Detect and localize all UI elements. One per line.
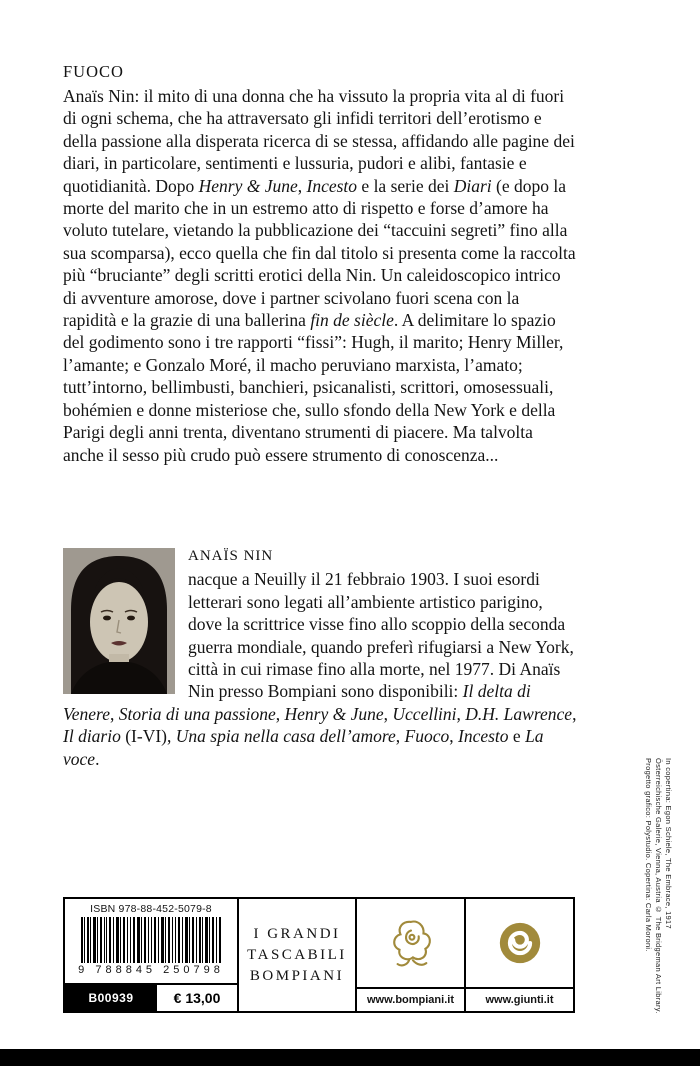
text-segment: Henry & June: [198, 175, 298, 196]
author-photo: [63, 548, 175, 694]
text-segment: ,: [109, 703, 119, 724]
series-line: TASCABILI: [247, 946, 347, 963]
isbn-label: ISBN 978-88-452-5079-8: [90, 903, 212, 915]
product-code: B00939: [65, 985, 157, 1011]
text-segment: e la serie dei: [357, 175, 454, 196]
text-segment: Storia di una passione: [118, 703, 276, 724]
series-cell: [237, 899, 355, 1011]
text-segment: (e dopo la morte del marito che in un estremo atto di rispetto e forse d’amore ha voluto tutelare, vietando la pubblicazione dei “taccuini segreti” fino alla sua scomparsa), ecco quella che fin dal titolo si presenta come la raccolta più “bruciante” degli scritti erotici della Nin. Un caleidoscopico intrico di avventure amorose, dove i partner scivolano fuori scena con la rapidità e la grazie di una ballerina: [63, 175, 576, 331]
code-price-row: [65, 983, 237, 1011]
text-segment: Il delta di Venere: [63, 681, 531, 724]
bottom-black-bar: [0, 1049, 700, 1066]
text-segment: ,: [275, 703, 285, 724]
text-segment: (I-VI),: [120, 726, 176, 747]
blurb-section: [63, 62, 577, 466]
text-segment: Anaïs Nin: il mito di una donna che ha vissuto la propria vita al di fuori di ogni schema, che ha attraversato gli infidi territori dell’erotismo e della passione alla disperata ricerca di se stessa, affidando alle pagine dei diari, in particolare, sentimenti e lussuria, pudori e alibi, fantasie e quotidianità. Dopo: [63, 86, 575, 196]
text-segment: Il diario: [63, 726, 121, 747]
text-segment: . A delimitare lo spazio del godimento sono i tre rapporti “fissi”: Hugh, il marito; Henry Miller, l’amante; e Gonzalo Moré, il macho peruviano marxista, l’amato; tutt’intorno, bellimbusti, banchieri, psicanalisti, scrittori, omosessuali, bohémien e donne misteriose che, sullo sfondo della New York e della Parigi degli anni trenta, diventano strumenti di piacere. Ma talvolta anche il sesso più crudo può essere strumento di conoscenza...: [63, 310, 564, 465]
author-portrait-illustration: [63, 548, 175, 694]
text-segment: Una spia nella casa dell’amore: [175, 726, 396, 747]
text-segment: ,: [572, 703, 577, 724]
credits-line: Österreichische Galerie, Vienna, Austria © The Bridgeman Art Library.: [654, 758, 663, 1014]
author-name: ANAÏS NIN: [188, 548, 274, 564]
bompiani-cell: [355, 899, 464, 1011]
text-segment: Uccellini: [392, 703, 457, 724]
giunti-logo-icon: [466, 899, 573, 987]
text-segment: e: [508, 726, 526, 747]
text-segment: ,: [395, 726, 405, 747]
text-segment: ,: [297, 175, 307, 196]
barcode-digits: 9 788845 250798: [78, 964, 224, 976]
footer-box: [63, 897, 575, 1013]
text-segment: Henry & June: [284, 703, 384, 724]
text-segment: ,: [449, 726, 458, 747]
giunti-cell: [464, 899, 573, 1011]
price: € 13,00: [173, 990, 221, 1006]
blurb-text: [63, 85, 577, 466]
bompiani-url: www.bompiani.it: [357, 987, 464, 1011]
credits-line: Progetto grafico: Polystudio. Copertina: Carla Moroni.: [644, 758, 653, 953]
credits-line: In copertina: Egon Schiele, The Embrace, 1917: [664, 758, 673, 930]
book-title: FUOCO: [63, 62, 124, 81]
text-segment: D.H. Lawrence: [465, 703, 573, 724]
series-line: BOMPIANI: [249, 967, 345, 984]
barcode: [81, 917, 221, 963]
text-segment: Diari: [453, 175, 492, 196]
text-segment: La voce: [63, 726, 544, 769]
bompiani-logo-icon: [357, 899, 464, 987]
author-section: [63, 545, 577, 770]
barcode-cell: [65, 899, 237, 1011]
text-segment: .: [95, 748, 100, 769]
text-segment: fin de siècle: [310, 310, 394, 331]
text-segment: Fuoco: [404, 726, 450, 747]
text-segment: ,: [383, 703, 393, 724]
text-segment: nacque a Neuilly il 21 febbraio 1903. I suoi esordi letterari sono legati all’ambiente artistico parigino, dove la scrittrice visse fino allo scoppio della seconda guerra mondiale, quando preferì rifugiarsi a New York, città in cui rimase fino alla morte, nel 1977. Di Anaïs Nin presso Bompiani sono disponibili:: [188, 569, 574, 702]
credits-vertical-text: [643, 758, 673, 1014]
series-line: I GRANDI: [253, 925, 341, 942]
text-segment: Incesto: [306, 175, 358, 196]
text-segment: Incesto: [458, 726, 509, 747]
giunti-url: www.giunti.it: [466, 987, 573, 1011]
text-segment: ,: [456, 703, 466, 724]
